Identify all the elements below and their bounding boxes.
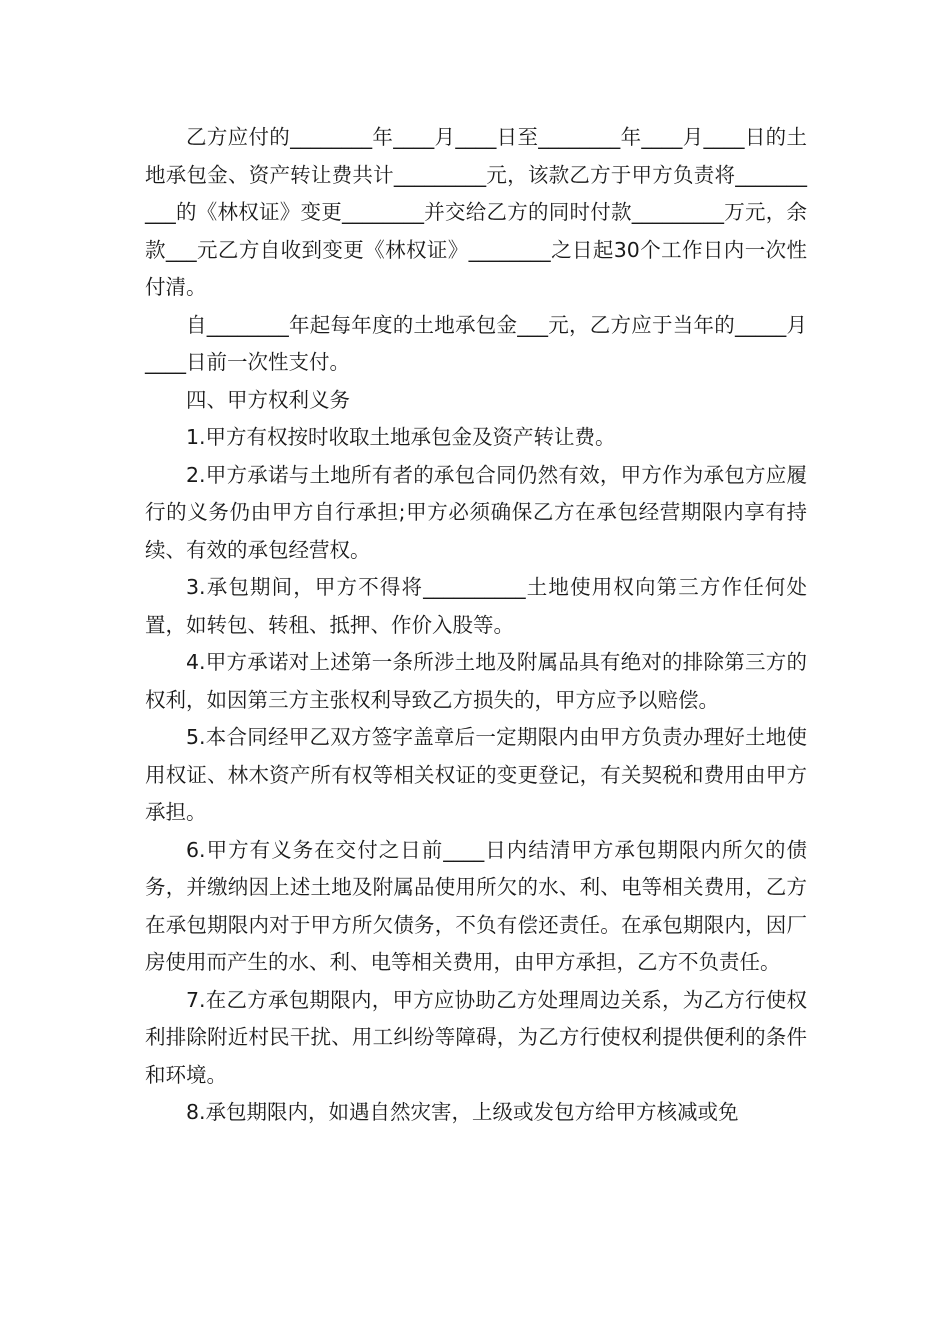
document-page — [145, 119, 807, 1132]
clause-3: 3.承包期间，甲方不得将__________土地使用权向第三方作任何处置，如转包、转租、抵押、作价入股等。 — [145, 575, 807, 637]
clause-2: 2.甲方承诺与土地所有者的承包合同仍然有效，甲方作为承包方应履行的义务仍由甲方自行承担;甲方必须确保乙方在承包经营期限内享有持续、有效的承包经营权。 — [145, 462, 807, 562]
clause-5: 5.本合同经甲乙双方签字盖章后一定期限内由甲方负责办理好土地使用权证、林木资产所有权等相关权证的变更登记，有关契税和费用由甲方承担。 — [145, 725, 807, 824]
clause-4: 4.甲方承诺对上述第一条所涉土地及附属品具有绝对的排除第三方的权利，如因第三方主张权利导致乙方损失的，甲方应予以赔偿。 — [145, 650, 807, 712]
paragraph-payment-schedule: 乙方应付的________年____月____日至________年____月____日的土地承包金、资产转让费共计_________元，该款乙方于甲方负责将__________的《林权证》变更________并交给乙方的同时付款_________万元，余款___元乙方自收到变更《林权证》________之日起30个工作日内一次性付清。 — [145, 125, 807, 299]
section-heading-party-a-rights: 四、甲方权利义务 — [186, 387, 350, 412]
paragraph-annual-fee: 自________年起每年度的土地承包金___元，乙方应于当年的_____月____日前一次性支付。 — [145, 312, 807, 374]
clause-6: 6.甲方有义务在交付之日前____日内结清甲方承包期限内所欠的债务，并缴纳因上述土地及附属品使用所欠的水、利、电等相关费用，乙方在承包期限内对于甲方所欠债务，不负有偿还责任。在承包期限内，因厂房使用而产生的水、利、电等相关费用，由甲方承担，乙方不负责任。 — [145, 837, 807, 974]
clause-1: 1.甲方有权按时收取土地承包金及资产转让费。 — [186, 425, 616, 449]
clause-7: 7.在乙方承包期限内，甲方应协助乙方处理周边关系，为乙方行使权利排除附近村民干扰、用工纠纷等障碍，为乙方行使权利提供便利的条件和环境。 — [145, 987, 807, 1087]
clause-8: 8.承包期限内，如遇自然灾害，上级或发包方给甲方核减或免 — [186, 1100, 739, 1124]
